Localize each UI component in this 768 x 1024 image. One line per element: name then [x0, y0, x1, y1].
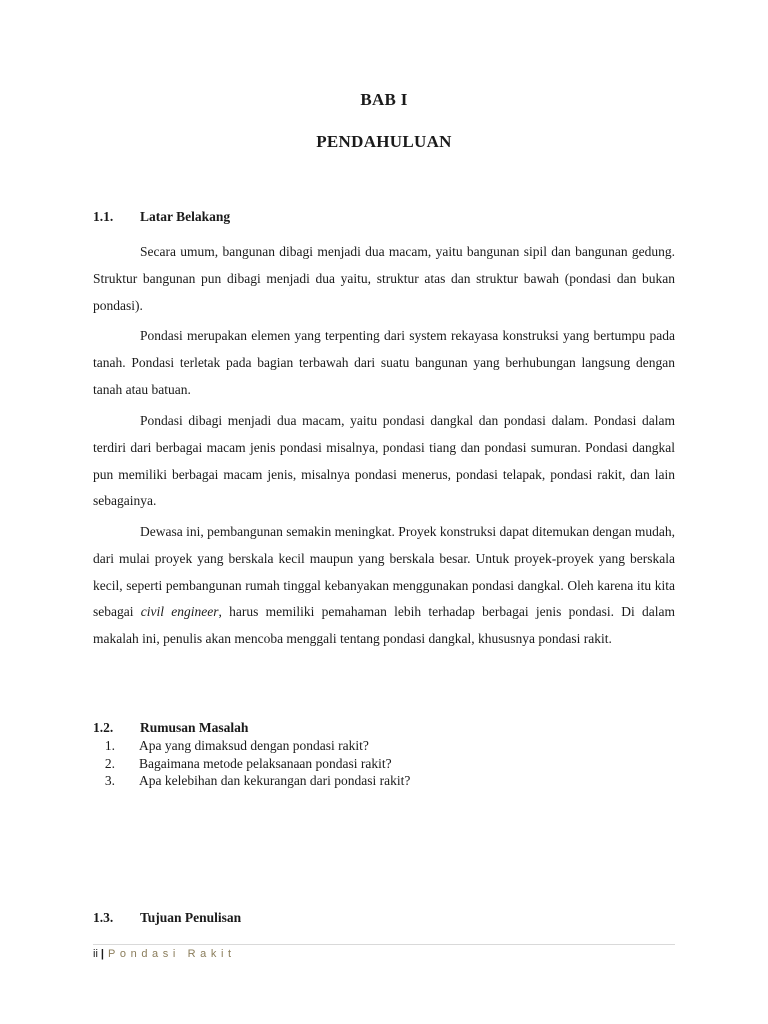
paragraph: Pondasi dibagi menjadi dua macam, yaitu pondasi dangkal dan pondasi dalam. Pondasi dalam terdiri dari berbagai macam jenis pondasi misalnya, pondasi tiang dan pondasi sumuran. Pondasi dangkal pun memiliki berbagai macam jenis, misalnya pondasi menerus, pondasi telapak, pondasi rakit, dan lain sebagainya.: [93, 413, 675, 509]
list-item: [93, 755, 675, 773]
paragraph-text: , harus memiliki pemahaman lebih terhadap berbagai jenis pondasi. Di dalam makalah ini, penulis akan mencoba menggali tentang pondasi dangkal, khususnya pondasi rakit.: [93, 604, 676, 647]
page-number: ii: [93, 948, 98, 960]
footer-divider: [93, 944, 675, 945]
section-title: Tujuan Penulisan: [140, 910, 242, 925]
page-footer: [93, 948, 236, 960]
section-number: 1.1.: [93, 209, 114, 224]
italic-term: civil engineer: [140, 604, 219, 620]
list-number: 2.: [104, 755, 115, 771]
footer-title: Pondasi Rakit: [107, 948, 236, 960]
list-text: Apa kelebihan dan kekurangan dari pondasi rakit?: [139, 773, 411, 788]
section-heading-latar-belakang: [93, 209, 230, 225]
list-number: 1.: [104, 738, 115, 753]
section-title: Latar Belakang: [140, 209, 231, 224]
list-item: [93, 772, 675, 790]
footer-separator: |: [100, 948, 104, 960]
list-text: Bagaimana metode pelaksanaan pondasi rakit?: [139, 755, 392, 771]
problem-list: [93, 737, 675, 790]
section-heading-rumusan-masalah: [93, 720, 248, 736]
paragraph: Secara umum, bangunan dibagi menjadi dua macam, yaitu bangunan sipil dan bangunan gedung. Struktur bangunan pun dibagi menjadi dua yaitu, struktur atas dan struktur bawah (pondasi dan bukan pondasi).: [93, 244, 675, 313]
section-title: Rumusan Masalah: [140, 720, 249, 735]
list-text: Apa yang dimaksud dengan pondasi rakit?: [139, 738, 369, 753]
paragraph: Pondasi merupakan elemen yang terpenting dari system rekayasa konstruksi yang bertumpu pada tanah. Pondasi terletak pada bagian terbawah dari suatu bangunan yang berhubungan langsung dengan tanah atau batuan.: [93, 328, 675, 397]
paragraph-text: Dewasa ini, pembangunan semakin meningkat. Proyek konstruksi dapat ditemukan dengan mudah, dari mulai proyek yang berskala kecil maupun yang berskala besar. Untuk proyek-proyek yang berskala kecil, seperti pembangunan rumah tinggal kebanyakan menggunakan pondasi dangkal. Oleh karena itu kita sebagai: [93, 524, 676, 620]
list-number: 3.: [104, 773, 115, 788]
list-item: [93, 737, 675, 755]
paragraph: [93, 519, 675, 653]
section-number: 1.2.: [93, 720, 114, 735]
section-heading-tujuan-penulisan: [93, 910, 241, 926]
chapter-title: PENDAHULUAN: [316, 132, 452, 151]
chapter-label: BAB I: [360, 90, 408, 109]
section-number: 1.3.: [93, 910, 114, 925]
